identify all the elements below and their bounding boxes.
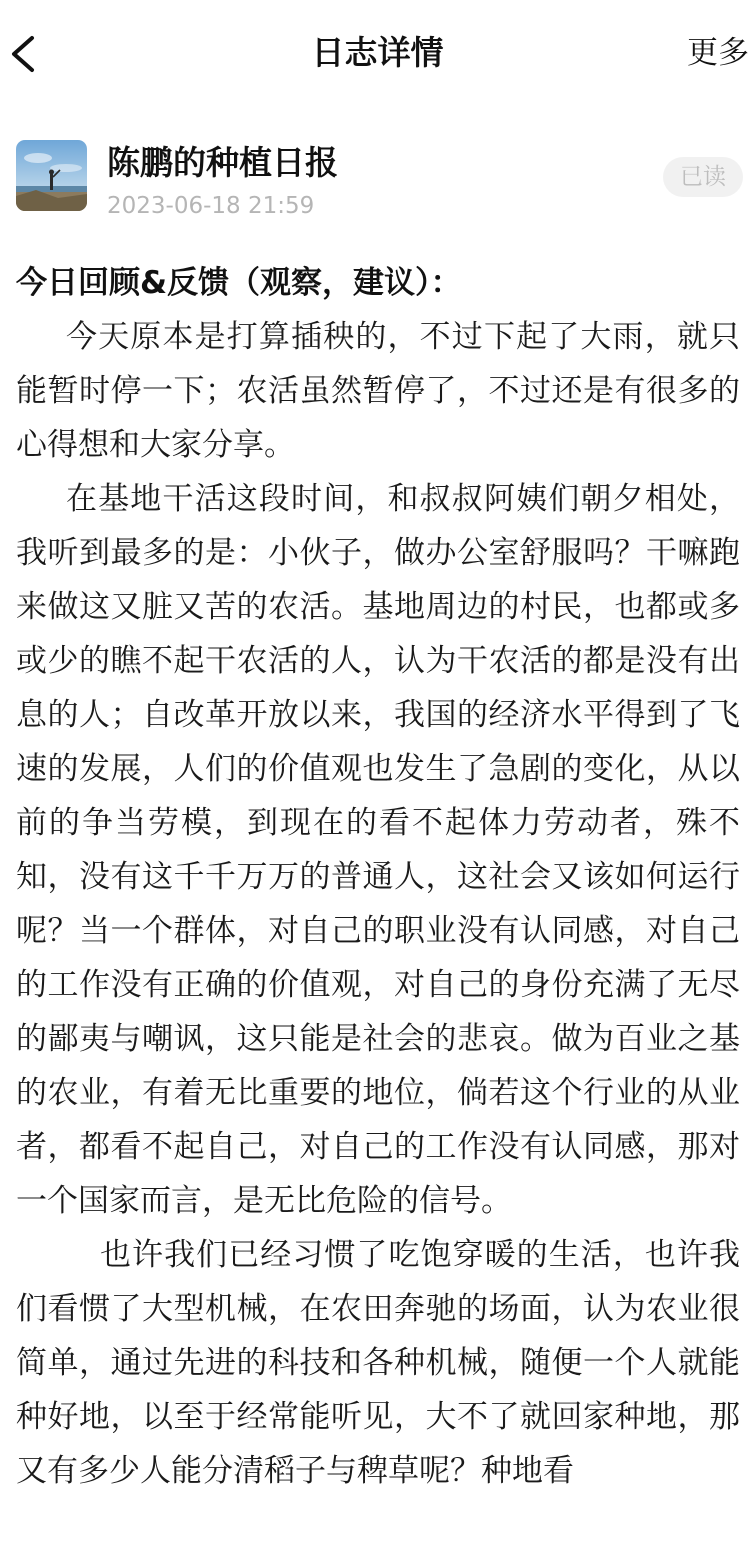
page-title: 日志详情 — [311, 33, 444, 72]
log-content — [16, 256, 740, 1498]
top-nav-bar — [0, 0, 755, 105]
content-paragraph: 在基地干活这段时间，和叔叔阿姨们朝夕相处，我听到最多的是：小伙子，做办公室舒服吗？干嘛跑来做这又脏又苦的农活。基地周边的村民，也都或多或少的瞧不起干农活的人，认为干农活的都是没有出息的人；自改革开放以来，我国的经济水平得到了飞速的发展，人们的价值观也发生了急剧的变化，从以前的争当劳模，到现在的看不起体力劳动者，殊不知，没有这千千万万的普通人，这社会又该如何运行呢？当一个群体，对自己的职业没有认同感，对自己的工作没有正确的价值观，对自己的身份充满了无尽的鄙夷与嘲讽，这只能是社会的悲哀。做为百业之基的农业，有着无比重要的地位，倘若这个行业的从业者，都看不起自己，对自己的工作没有认同感，那对一个国家而言，是无比危险的信号。 — [16, 481, 740, 1219]
post-timestamp: 2023-06-18 21:59 — [107, 193, 315, 219]
content-paragraph: 也许我们已经习惯了吃饱穿暖的生活，也许我们看惯了大型机械，在农田奔驰的场面，认为农业很简单，通过先进的科技和各种机械，随便一个人就能种好地，以至于经常能听见，大不了就回家种地，那又有多少人能分清稻子与稗草呢？种地看 — [16, 1237, 740, 1489]
avatar-image — [16, 140, 87, 211]
avatar[interactable] — [16, 140, 87, 211]
post-header — [0, 130, 755, 230]
content-heading: 今日回顾&反馈（观察，建议）： — [16, 265, 462, 301]
author-name[interactable]: 陈鹏的种植日报 — [107, 143, 338, 182]
more-button[interactable]: 更多 — [687, 35, 749, 71]
read-status-badge: 已读 — [663, 157, 743, 197]
content-paragraph: 今天原本是打算插秧的，不过下起了大雨，就只能暂时停一下；农活虽然暂停了，不过还是有很多的心得想和大家分享。 — [16, 319, 740, 463]
